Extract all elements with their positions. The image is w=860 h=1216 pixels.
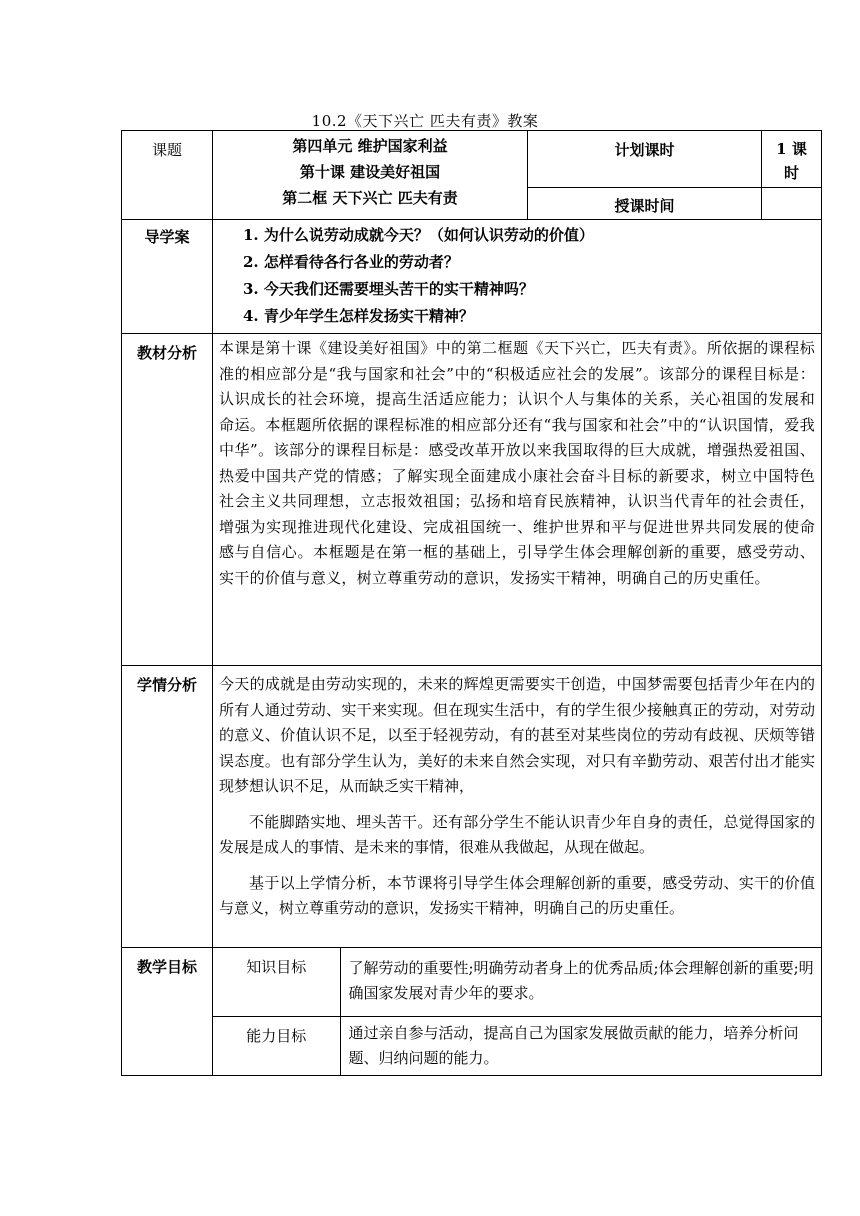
goals-cell: [213, 948, 822, 1076]
goals-table: [213, 948, 821, 1075]
knowledge-goal-row: [213, 948, 821, 1016]
material-row: [122, 334, 822, 666]
student-text: [213, 666, 822, 948]
goals-row: [122, 948, 822, 1076]
unit-title: 第四单元 维护国家利益: [292, 137, 448, 155]
question-item: 1. 为什么说劳动成就今天？（如何认识劳动的价值）: [243, 226, 594, 244]
ability-goal-row: [213, 1016, 821, 1075]
student-row: [122, 666, 822, 948]
planned-hours-label: 计划课时: [528, 131, 762, 188]
student-label: 学情分析: [122, 666, 213, 948]
lesson-title: 第十课 建设美好祖国: [299, 163, 441, 181]
question-item: 3. 今天我们还需要埋头苦干的实干精神吗？: [243, 280, 534, 298]
topic-cell: [213, 131, 528, 220]
planned-hours-value: 1 课 时: [762, 131, 822, 188]
guide-row: [122, 220, 822, 334]
document-title: 10.2《天下兴亡 匹夫有责》教案: [311, 112, 539, 130]
goals-label: 教学目标: [122, 948, 213, 1076]
guide-questions: [213, 220, 822, 334]
teach-time-label: 授课时间: [528, 188, 762, 220]
student-paragraph: 不能脚踏实地、埋头苦干。还有部分学生不能认识青少年自身的责任，总觉得国家的发展是成人的事情、是未来的事情，很难从我做起，从现在做起。: [219, 812, 816, 856]
teach-time-value: [762, 188, 822, 220]
question-item: 4. 青少年学生怎样发扬实干精神？: [243, 307, 474, 325]
guide-label: 导学案: [122, 220, 213, 334]
section-title: 第二框 天下兴亡 匹夫有责: [282, 189, 458, 207]
topic-label: 课题: [122, 131, 213, 220]
student-paragraph: 今天的成就是由劳动实现的，未来的辉煌更需要实干创造，中国梦需要包括青少年在内的所有人通过劳动、实干来实现。但在现实生活中，有的学生很少接触真正的劳动，对劳动的意义、价值认识不足，以至于轻视劳动，有的甚至对某些岗位的劳动有歧视、厌烦等错误态度。也有部分学生认为，美好的未来自然会实现，对只有辛勤劳动、艰苦付出才能实现梦想认识不足，从而缺乏实干精神，: [219, 675, 816, 795]
student-paragraph: 基于以上学情分析，本节课将引导学生体会理解创新的重要，感受劳动、实干的价值与意义，树立尊重劳动的意识，发扬实干精神，明确自己的历史重任。: [219, 873, 816, 917]
material-label: 教材分析: [122, 334, 213, 666]
topic-row: [122, 131, 822, 188]
lesson-plan-table: [121, 130, 822, 1076]
material-text: 本课是第十课《建设美好祖国》中的第二框题《天下兴亡，匹夫有责》。所依据的课程标准的相应部分是“我与国家和社会”中的“积极适应社会的发展”。该部分的课程目标是：认识成长的社会环境，提高生活适应能力；认识个人与集体的关系，关心祖国的发展和命运。本框题所依据的课程标准的相应部分还有“我与国家和社会”中的“认识国情，爱我中华”。该部分的课程目标是：感受改革开放以来我国取得的巨大成就，增强热爱祖国、热爱中国共产党的情感；了解实现全面建成小康社会奋斗目标的新要求，树立中国特色社会主义共同理想，立志报效祖国；弘扬和培育民族精神，认识当代青年的社会责任，增强为实现推进现代化建设、完成祖国统一、维护世界和平与促进世界共同发展的使命感与自信心。本框题是在第一框的基础上，引导学生体会理解创新的重要，感受劳动、实干的价值与意义，树立尊重劳动的意识，发扬实干精神，明确自己的历史重任。: [213, 334, 822, 666]
knowledge-goal-text: 了解劳动的重要性;明确劳动者身上的优秀品质;体会理解创新的重要;明确国家发展对青少年的要求。: [340, 948, 821, 1016]
ability-goal-text: 通过亲自参与活动，提高自己为国家发展做贡献的能力，培养分析问题、归纳问题的能力。: [348, 1023, 799, 1067]
ability-goal-label: 能力目标: [213, 1016, 340, 1075]
question-item: 2. 怎样看待各行各业的劳动者？: [243, 253, 459, 271]
knowledge-goal-label: 知识目标: [213, 948, 340, 1016]
